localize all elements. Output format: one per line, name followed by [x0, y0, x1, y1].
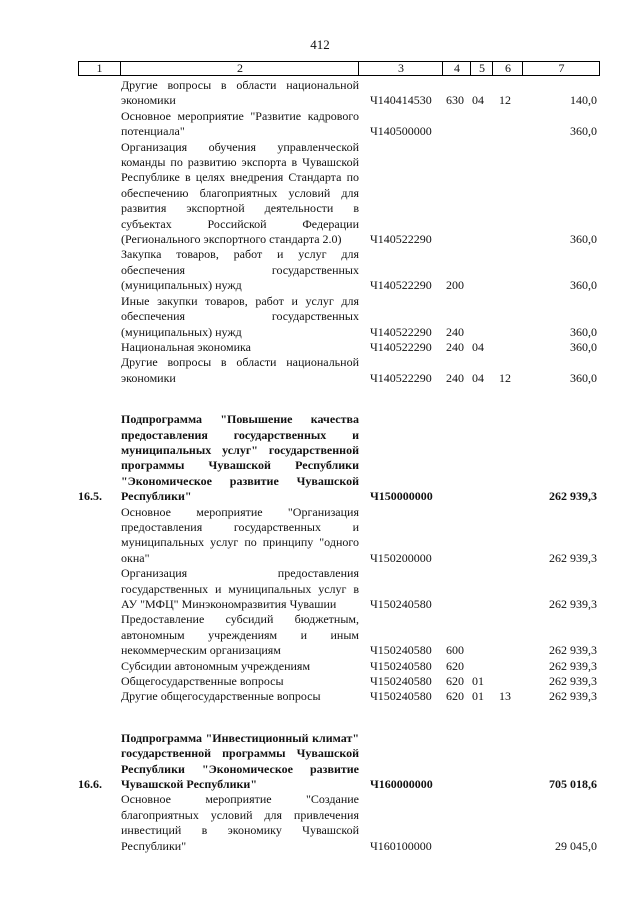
row-rz: 01 — [472, 689, 484, 704]
row-vr: 620 — [446, 689, 464, 704]
row-amount: 262 939,3 — [549, 597, 597, 611]
page-number: 412 — [310, 37, 330, 52]
row-name: Общегосударственные вопросы — [121, 674, 284, 689]
row-code: Ч140522290 — [370, 370, 432, 385]
row-code: Ч150240580 — [370, 643, 432, 658]
row-amount: 360,0 — [570, 124, 597, 139]
table-row — [78, 340, 600, 355]
row-code: Ч150200000 — [370, 550, 432, 565]
row-vr: 620 — [446, 674, 464, 689]
header-col-5: 5 — [470, 62, 493, 75]
row-amount: 705 018,6 — [549, 777, 597, 792]
header-col-6: 6 — [492, 62, 523, 75]
row-amount: 262 939,3 — [549, 550, 597, 565]
table-row — [78, 294, 600, 340]
row-code: Ч140522290 — [370, 324, 432, 339]
row-rz: 01 — [472, 674, 484, 689]
row-code: Ч140522290 — [370, 339, 432, 354]
row-amount: 360,0 — [570, 232, 597, 247]
row-amount: 360,0 — [570, 278, 597, 293]
row-name: Основное мероприятие "Организация предоставления государственных и муниципальных услуг по принципу "одного окна" — [121, 504, 359, 565]
table-header — [78, 61, 600, 76]
row-pr: 12 — [499, 93, 511, 108]
table-row — [78, 689, 600, 704]
row-name: Закупка товаров, работ и услуг для обеспечения государственных (муниципальных) нужд — [121, 247, 359, 293]
row-amount: 262 939,3 — [549, 658, 597, 673]
row-code: Ч150000000 — [370, 489, 433, 504]
row-amount: 140,0 — [570, 93, 597, 108]
row-number: 16.5. — [78, 489, 102, 504]
row-name: Другие вопросы в области национальной экономики — [121, 355, 359, 385]
header-col-4: 4 — [442, 62, 471, 75]
row-vr: 630 — [446, 93, 464, 108]
table-row — [78, 674, 600, 689]
table-row — [78, 355, 600, 386]
row-amount: 262 939,3 — [549, 674, 597, 689]
row-name: Предоставление субсидий бюджетным, автономным учреждениям и иным некоммерческим организациям — [121, 612, 359, 658]
header-col-2: 2 — [120, 62, 359, 75]
table-row — [78, 78, 600, 109]
table-row — [78, 612, 600, 658]
row-name: Основное мероприятие "Развитие кадрового потенциала" — [121, 108, 359, 139]
row-name: Организация предоставления государственных и муниципальных услуг в АУ "МФЦ" Минэкономразвития Чувашии — [121, 566, 359, 611]
row-name: Основное мероприятие "Создание благоприятных условий для привлечения инвестиций в экономику Чувашской Республики" — [121, 792, 359, 853]
row-rz: 04 — [472, 93, 484, 108]
row-name: Национальная экономика — [121, 339, 251, 354]
row-name: Субсидии автономным учреждениям — [121, 658, 311, 673]
row-name: Другие вопросы в области национальной экономики — [121, 78, 359, 108]
row-code: Ч150240580 — [370, 658, 432, 673]
table-body — [78, 78, 600, 854]
table-row — [78, 792, 600, 854]
header-col-7: 7 — [522, 62, 600, 75]
row-vr: 240 — [446, 339, 464, 354]
table-row — [78, 140, 600, 248]
table-row — [78, 505, 600, 567]
header-col-3: 3 — [358, 62, 443, 75]
row-vr: 240 — [446, 324, 464, 339]
row-vr: 620 — [446, 658, 464, 673]
row-amount: 262 939,3 — [549, 489, 597, 504]
row-amount: 360,0 — [570, 324, 597, 339]
header-col-1: 1 — [96, 61, 103, 75]
row-pr: 13 — [499, 689, 511, 704]
table-row — [78, 659, 600, 674]
row-code: Ч150240580 — [370, 689, 432, 704]
row-amount: 360,0 — [570, 339, 597, 354]
row-amount: 29 045,0 — [555, 838, 597, 853]
table-row — [78, 109, 600, 140]
row-vr: 200 — [446, 278, 464, 293]
row-vr: 600 — [446, 643, 464, 658]
table-row — [78, 412, 600, 504]
table-row — [78, 247, 600, 293]
row-rz: 04 — [472, 339, 484, 354]
row-code: Ч160000000 — [370, 777, 433, 792]
row-code: Ч140522290 — [370, 278, 432, 293]
row-code: Ч150240580 — [370, 597, 432, 611]
row-amount: 360,0 — [570, 370, 597, 385]
row-name: Организация обучения управленческой команды по развитию экспорта в Чувашской Республике в целях внедрения Стандарта по обеспечению благоприятных условий для развития экспортной деятельности в субъектах Российской Федерации (Регионального экспортного стандарта 2.0) — [121, 139, 359, 247]
row-vr: 240 — [446, 370, 464, 385]
row-amount: 262 939,3 — [549, 689, 597, 704]
row-rz: 04 — [472, 370, 484, 385]
row-code: Ч140522290 — [370, 232, 432, 247]
row-pr: 12 — [499, 370, 511, 385]
row-name: Подпрограмма "Инвестиционный климат" государственной программы Чувашской Республики "Экономическое развитие Чувашской Республики" — [121, 730, 359, 792]
row-name: Иные закупки товаров, работ и услуг для обеспечения государственных (муниципальных) нужд — [121, 293, 359, 339]
row-code: Ч160100000 — [370, 838, 432, 853]
row-amount: 262 939,3 — [549, 643, 597, 658]
row-name: Другие общегосударственные вопросы — [121, 689, 321, 704]
table-row — [78, 566, 600, 612]
row-name: Подпрограмма "Повышение качества предоставления государственных и муниципальных услуг" государственной программы Чувашской Республики "Экономическое развитие Чувашской Республики" — [121, 412, 359, 504]
row-code: Ч150240580 — [370, 674, 432, 689]
table-row — [78, 731, 600, 793]
row-number: 16.6. — [78, 777, 102, 792]
row-code: Ч140500000 — [370, 124, 432, 139]
row-code: Ч140414530 — [370, 93, 432, 108]
